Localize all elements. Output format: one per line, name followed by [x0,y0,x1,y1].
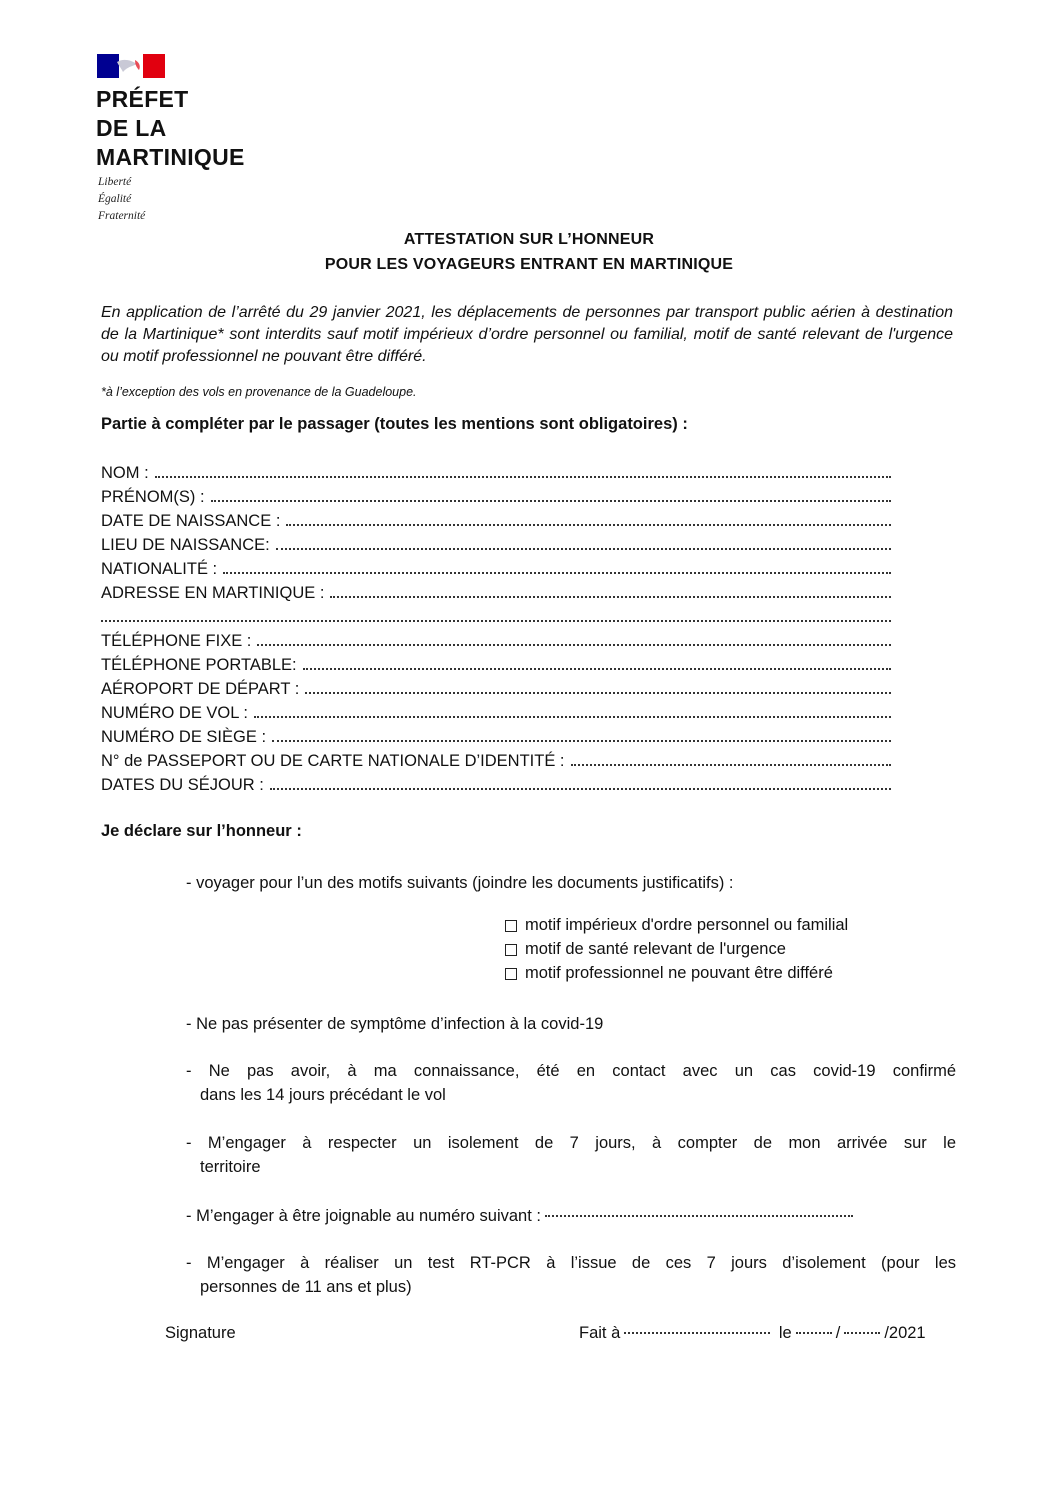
month-fill-line[interactable] [844,1331,880,1334]
fait-a-label: Fait à [579,1324,621,1342]
field-telephone-fixe[interactable] [101,627,891,651]
year-label: /2021 [884,1324,926,1342]
field-label: NOM : [101,464,149,482]
declaration-text: - M’engager à réaliser un test RT-PCR à l’issue de ces 7 jours d’isolement (pour les [186,1254,956,1272]
footnote: *à l’exception des vols en provenance de la Guadeloupe. [101,385,417,399]
field-numero-vol[interactable] [101,699,891,723]
fill-line [571,763,891,766]
signature-label: Signature [165,1324,236,1342]
field-label: DATE DE NAISSANCE : [101,512,281,530]
fill-line [305,691,891,694]
prefet-brand [96,85,245,172]
option-label: motif de santé relevant de l'urgence [525,940,786,958]
field-passeport[interactable] [101,747,891,771]
declaration-text: - M’engager à être joignable au numéro suivant : [186,1207,541,1225]
field-lieu-naissance[interactable] [101,531,891,555]
place-fill-line[interactable] [624,1331,770,1334]
motto-fraternite: Fraternité [98,210,146,222]
option-label: motif professionnel ne pouvant être différé [525,964,833,982]
field-dates-sejour[interactable] [101,771,891,795]
date-separator: / [835,1324,841,1342]
brand-line-2: DE LA [96,115,167,141]
field-nationalite[interactable] [101,555,891,579]
fill-line [211,499,891,502]
field-adresse[interactable] [101,579,891,603]
fill-line [276,547,891,550]
fait-a-line[interactable] [579,1324,926,1343]
fill-line [257,643,891,646]
field-label: TÉLÉPHONE FIXE : [101,632,252,650]
field-label: NATIONALITÉ : [101,560,218,578]
declaration-text-continued: dans les 14 jours précédant le vol [200,1086,446,1104]
le-label: le [778,1324,792,1342]
field-label: N° de PASSEPORT OU DE CARTE NATIONALE D’IDENTITÉ : [101,752,565,770]
republic-motto [98,174,145,225]
field-nom[interactable] [101,459,891,483]
field-label: NUMÉRO DE VOL : [101,704,248,722]
field-telephone-portable[interactable] [101,651,891,675]
document-title-line-2: POUR LES VOYAGEURS ENTRANT EN MARTINIQUE [324,256,734,273]
phone-fill-line [545,1214,853,1217]
field-date-naissance[interactable] [101,507,891,531]
field-label: PRÉNOM(S) : [101,488,205,506]
fill-line [330,595,891,598]
document-title-line-1: ATTESTATION SUR L’HONNEUR [403,231,655,248]
fill-line [223,571,891,574]
fill-line [303,667,891,670]
motto-egalite: Égalité [98,193,132,205]
section-title: Partie à compléter par le passager (toutes les mentions sont obligatoires) : [101,415,688,433]
brand-line-3: MARTINIQUE [96,144,245,170]
fill-line [254,715,891,718]
field-prenoms[interactable] [101,483,891,507]
field-label: ADRESSE EN MARTINIQUE : [101,584,325,602]
field-label: TÉLÉPHONE PORTABLE: [101,656,297,674]
field-aeroport-depart[interactable] [101,675,891,699]
declaration-text-continued: personnes de 11 ans et plus) [200,1278,412,1296]
field-label: AÉROPORT DE DÉPART : [101,680,300,698]
option-professionnel[interactable] [505,964,833,983]
field-numero-siege[interactable] [101,723,891,747]
brand-line-1: PRÉFET [96,86,189,112]
checkbox[interactable] [505,944,517,956]
declaration-phone[interactable] [186,1204,857,1228]
field-label: DATES DU SÉJOUR : [101,776,264,794]
motto-liberte: Liberté [98,176,132,188]
declaration-isolation [186,1131,956,1179]
declaration-text: - M’engager à respecter un isolement de 7 jours, à compter de mon arrivée sur le [186,1134,956,1152]
marianne-logo [97,54,165,78]
declaration-text: - voyager pour l’un des motifs suivants (joindre les documents justificatifs) : [186,874,734,892]
day-fill-line[interactable] [796,1331,832,1334]
fill-line [270,787,891,790]
intro-paragraph: En application de l’arrêté du 29 janvier 2021, les déplacements de personnes par transport public aérien à destination de la Martinique* sont interdits sauf motif impérieux d’ordre personnel ou familial, motif de santé relevant de l'urgence ou motif professionnel ne pouvant être différé. [101,304,953,365]
option-sante[interactable] [505,940,786,959]
declaration-symptom [186,1012,603,1036]
declaration-text-continued: territoire [200,1158,261,1176]
declaration-text: - Ne pas avoir, à ma connaissance, été en contact avec un cas covid-19 confirmé [186,1062,956,1080]
checkbox[interactable] [505,920,517,932]
field-label: LIEU DE NAISSANCE: [101,536,270,554]
declaration-text: - Ne pas présenter de symptôme d’infection à la covid-19 [186,1015,604,1033]
fill-line [286,523,891,526]
option-label: motif impérieux d'ordre personnel ou familial [525,916,849,934]
field-adresse-continued[interactable] [101,603,891,627]
option-personnel-familial[interactable] [505,916,848,935]
fill-line [272,739,891,742]
declaration-contact [186,1059,956,1107]
checkbox[interactable] [505,968,517,980]
fill-line [155,475,891,478]
declaration-title: Je déclare sur l’honneur : [101,822,302,840]
field-label: NUMÉRO DE SIÈGE : [101,728,267,746]
declaration-test [186,1251,956,1299]
declaration-travel [186,871,733,895]
fill-line [101,619,891,622]
